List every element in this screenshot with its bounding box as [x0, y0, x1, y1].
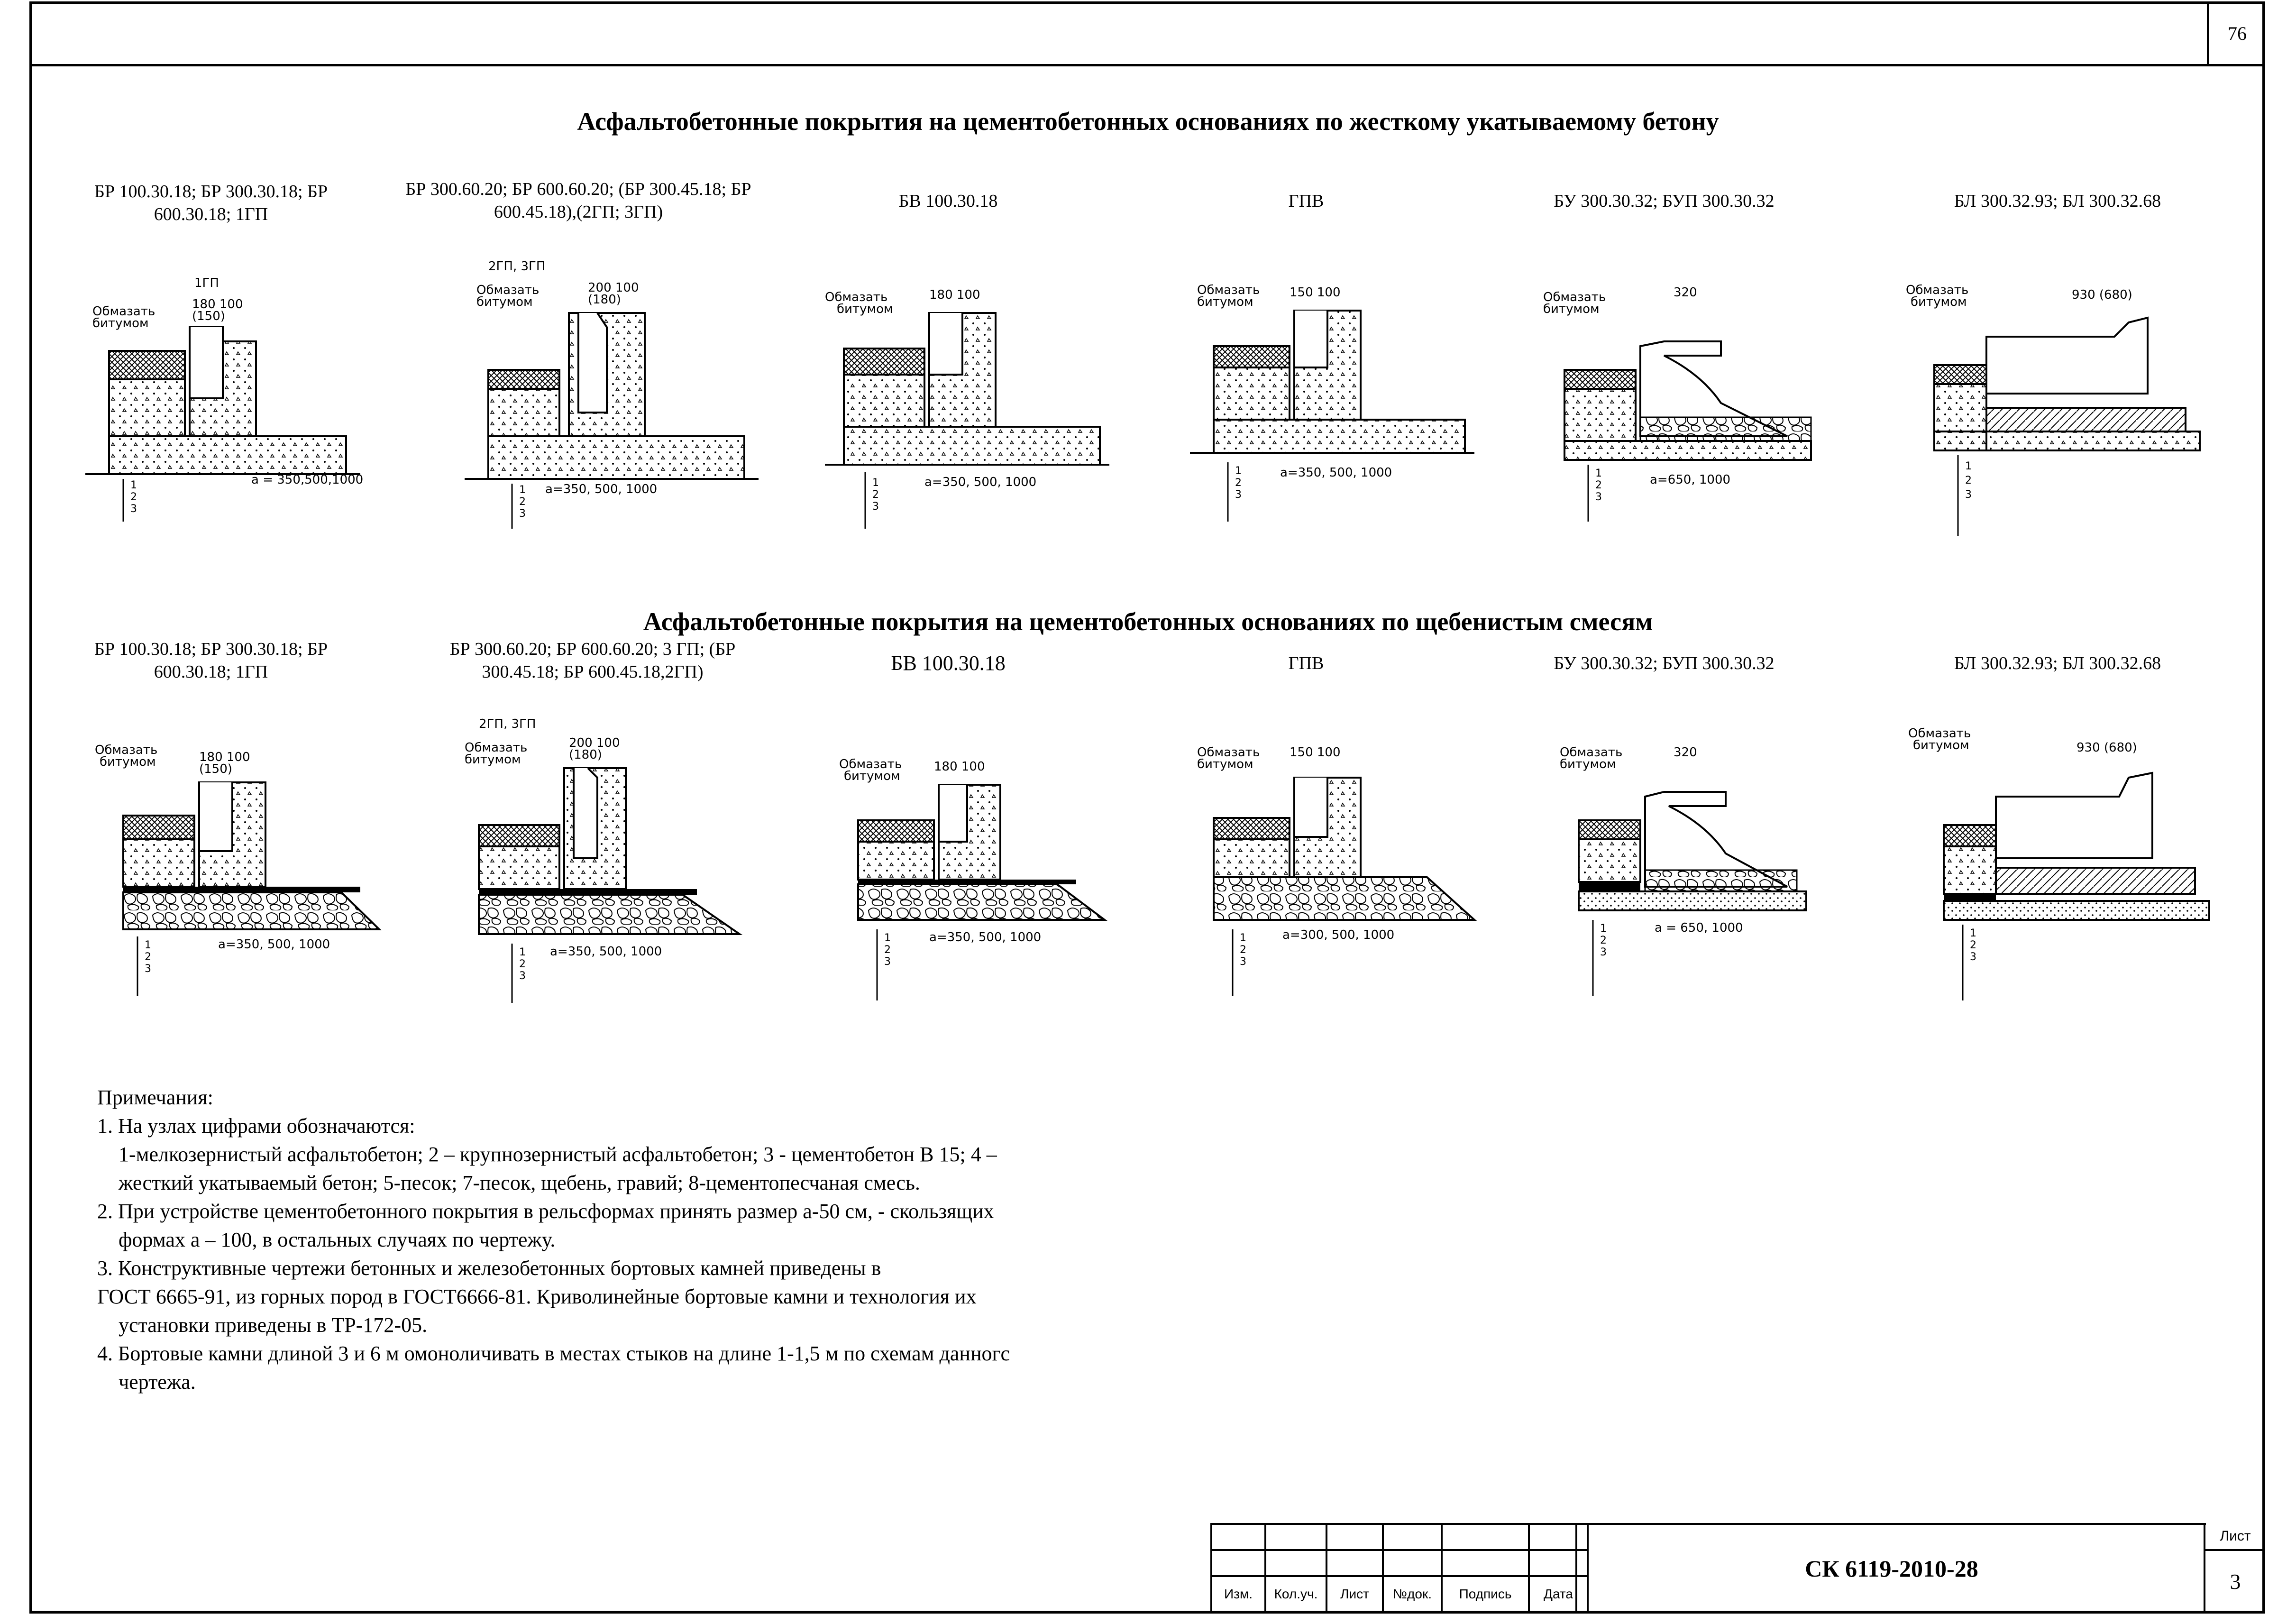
rev-col-kolvo: Кол.уч. — [1265, 1576, 1326, 1612]
svg-text:1: 1 — [1595, 468, 1602, 479]
svg-text:a=350, 500, 1000: a=350, 500, 1000 — [545, 482, 658, 496]
section2-caption-6: БЛ 300.32.93; БЛ 300.32.68 — [1954, 653, 2161, 673]
svg-text:Обмазать: Обмазать — [95, 743, 158, 757]
svg-text:битумом: битумом — [476, 295, 533, 309]
svg-text:битумом: битумом — [465, 752, 521, 767]
svg-text:битумом: битумом — [1560, 757, 1616, 771]
svg-text:1: 1 — [519, 946, 526, 958]
svg-text:930 (680): 930 (680) — [2076, 741, 2137, 755]
svg-text:3: 3 — [1600, 946, 1607, 958]
rev-col-list: Лист — [1326, 1576, 1383, 1612]
section1-detail-6 — [1863, 275, 2223, 541]
document-code: СК 6119-2010-28 — [1575, 1523, 2206, 1614]
svg-text:битумом: битумом — [1543, 302, 1600, 316]
svg-text:a=350, 500, 1000: a=350, 500, 1000 — [550, 945, 662, 959]
svg-text:150 100: 150 100 — [1290, 745, 1341, 760]
section1-caption-5: БУ 300.30.32; БУП 300.30.32 — [1554, 191, 1775, 211]
svg-text:1: 1 — [1240, 932, 1246, 944]
svg-text:1: 1 — [145, 939, 151, 951]
svg-text:(180): (180) — [569, 748, 602, 762]
svg-text:Обмазать: Обмазать — [825, 290, 888, 304]
note-line: 4. Бортовые камни длиной 3 и 6 м омоноличивать в местах стыков на длине 1-1,5 м по схемам данногс — [97, 1342, 1010, 1365]
section1-detail-1 — [38, 266, 364, 531]
svg-text:a=350, 500, 1000: a=350, 500, 1000 — [929, 930, 1042, 945]
svg-text:180 100: 180 100 — [929, 288, 980, 302]
notes-heading: Примечания: — [97, 1086, 213, 1109]
svg-text:1: 1 — [1965, 460, 1972, 472]
section2-caption-4: ГПВ — [1288, 653, 1324, 673]
svg-text:битумом: битумом — [100, 755, 156, 769]
svg-text:1ГП: 1ГП — [194, 276, 219, 290]
sheet-box — [2204, 1523, 2265, 1614]
svg-text:Обмазать: Обмазать — [1906, 283, 1969, 297]
svg-text:3: 3 — [872, 501, 879, 513]
note-line: 3. Конструктивные чертежи бетонных и железобетонных бортовых камней приведены в — [97, 1257, 881, 1280]
notes — [97, 1083, 1282, 1396]
svg-text:a=650, 1000: a=650, 1000 — [1650, 473, 1731, 487]
svg-text:3: 3 — [1965, 489, 1972, 501]
svg-text:Обмазать: Обмазать — [1908, 726, 1971, 741]
note-line: 1-мелкозернистый асфальтобетон; 2 – крупнозернистый асфальтобетон; 3 - цементобетон В 15; 4 – — [119, 1143, 997, 1166]
sheet-label: Лист — [2205, 1523, 2265, 1551]
note-line: установки приведены в ТР-172-05. — [119, 1313, 428, 1337]
svg-text:Обмазать: Обмазать — [839, 757, 902, 771]
svg-text:3: 3 — [519, 508, 526, 520]
svg-text:3: 3 — [519, 970, 526, 982]
svg-text:1: 1 — [884, 932, 891, 944]
note-line: ГОСТ 6665-91, из горных пород в ГОСТ6666-81. Криволинейные бортовые камни и технология их — [97, 1285, 977, 1308]
svg-text:2: 2 — [884, 944, 891, 956]
svg-text:2: 2 — [1240, 944, 1246, 956]
section2-detail-3 — [782, 754, 1109, 1005]
svg-text:2: 2 — [1970, 939, 1976, 951]
svg-text:2: 2 — [1235, 477, 1242, 489]
svg-text:180 100: 180 100 — [199, 750, 250, 764]
svg-text:3: 3 — [1970, 951, 1976, 963]
svg-text:3: 3 — [1235, 489, 1242, 501]
rev-col-izm: Изм. — [1211, 1576, 1265, 1612]
svg-text:2: 2 — [519, 958, 526, 970]
section2-caption-3: БВ 100.30.18 — [891, 651, 1006, 675]
svg-text:2: 2 — [1595, 479, 1602, 491]
section2-detail-1 — [38, 740, 370, 1005]
svg-text:180 100: 180 100 — [934, 760, 985, 774]
svg-text:180 100: 180 100 — [192, 297, 243, 312]
section1-detail-4 — [1143, 275, 1474, 531]
svg-text:1: 1 — [130, 479, 137, 491]
revision-table — [1210, 1523, 1589, 1613]
rev-col-podpis: Подпись — [1442, 1576, 1529, 1612]
svg-text:2: 2 — [872, 489, 879, 501]
note-line: жесткий укатываемый бетон; 5-песок; 7-песок, щебень, гравий; 8-цементопесчаная смесь. — [119, 1171, 920, 1194]
svg-text:1: 1 — [1600, 923, 1607, 935]
top-border-line — [29, 64, 2265, 66]
svg-text:битумом: битумом — [1911, 295, 1967, 309]
svg-text:2: 2 — [519, 496, 526, 508]
svg-text:3: 3 — [1595, 491, 1602, 503]
svg-text:3: 3 — [145, 963, 151, 975]
svg-text:(180): (180) — [588, 293, 621, 307]
svg-text:Обмазать: Обмазать — [1197, 745, 1260, 760]
section2-title: Асфальтобетонные покрытия на цементобетонных основаниях по щебенистым смесям — [643, 607, 1653, 636]
section1-detail-5 — [1503, 280, 1835, 526]
section2-caption-5: БУ 300.30.32; БУП 300.30.32 — [1554, 653, 1775, 673]
svg-text:3: 3 — [1240, 956, 1246, 968]
svg-text:3: 3 — [884, 956, 891, 968]
svg-text:битумом: битумом — [837, 302, 893, 316]
section1-detail-2 — [417, 256, 759, 531]
rev-col-data: Дата — [1529, 1576, 1588, 1612]
svg-text:2ГП, 3ГП: 2ГП, 3ГП — [479, 717, 536, 731]
section2-detail-4 — [1143, 740, 1484, 1005]
svg-text:битумом: битумом — [1197, 295, 1253, 309]
svg-text:320: 320 — [1674, 745, 1697, 760]
svg-text:Обмазать: Обмазать — [465, 741, 528, 755]
svg-text:1: 1 — [519, 484, 526, 496]
svg-text:битумом: битумом — [1197, 757, 1253, 771]
svg-text:a = 650, 1000: a = 650, 1000 — [1655, 921, 1743, 935]
svg-text:320: 320 — [1674, 285, 1697, 300]
note-line: 1. На узлах цифрами обозначаются: — [97, 1114, 415, 1138]
svg-text:битумом: битумом — [92, 316, 149, 330]
section1-caption-3: БВ 100.30.18 — [898, 191, 998, 211]
svg-text:Обмазать: Обмазать — [1560, 745, 1623, 760]
svg-text:2: 2 — [145, 951, 151, 963]
section1-detail-3 — [778, 275, 1109, 531]
section2-detail-5 — [1503, 744, 1835, 1005]
svg-text:Обмазать: Обмазать — [1197, 283, 1260, 297]
section2-caption-1: БР 100.30.18; БР 300.30.18; БР 600.30.18; 1ГП — [94, 639, 328, 682]
svg-text:a=300, 500, 1000: a=300, 500, 1000 — [1282, 928, 1395, 942]
svg-text:2ГП, 3ГП: 2ГП, 3ГП — [488, 259, 546, 274]
page-number: 76 — [2207, 1, 2265, 65]
bitumen-label: Обмазать — [92, 304, 156, 319]
svg-text:a = 350,500,1000: a = 350,500,1000 — [251, 473, 364, 487]
svg-text:(150): (150) — [192, 309, 225, 323]
svg-text:(150): (150) — [199, 762, 232, 776]
section1-caption-4: ГПВ — [1288, 191, 1324, 211]
section1-caption-6: БЛ 300.32.93; БЛ 300.32.68 — [1954, 191, 2161, 211]
note-line: чертежа. — [119, 1370, 196, 1394]
rev-col-ndok: №док. — [1383, 1576, 1442, 1612]
section2-detail-6 — [1863, 716, 2223, 1005]
svg-text:150 100: 150 100 — [1290, 285, 1341, 300]
section2-detail-2 — [417, 716, 759, 1005]
section1-caption-1: БР 100.30.18; БР 300.30.18; БР 600.30.18; 1ГП — [94, 182, 328, 224]
sheet-number: 3 — [2230, 1569, 2241, 1594]
svg-text:a=350, 500, 1000: a=350, 500, 1000 — [1280, 466, 1392, 480]
title-block — [1210, 1523, 2265, 1614]
svg-text:3: 3 — [130, 503, 137, 515]
svg-text:1: 1 — [872, 477, 879, 489]
svg-text:200 100: 200 100 — [588, 281, 639, 295]
svg-text:Обмазать: Обмазать — [476, 283, 540, 297]
section1-title: Асфальтобетонные покрытия на цементобетонных основаниях по жесткому укатываемому бетону — [577, 107, 1719, 136]
svg-text:2: 2 — [1965, 475, 1972, 486]
svg-text:2: 2 — [130, 491, 137, 503]
note-line: 2. При устройстве цементобетонного покрытия в рельсформах принять размер а-50 см, - скользящих — [97, 1200, 994, 1223]
note-line: формах а – 100, в остальных случаях по чертежу. — [119, 1228, 556, 1251]
svg-text:2: 2 — [1600, 935, 1607, 946]
section2-caption-2: БР 300.60.20; БР 600.60.20; 3 ГП; (БР 300.45.18; БР 600.45.18,2ГП) — [449, 639, 736, 682]
svg-text:битумом: битумом — [844, 769, 900, 783]
section1-caption-2: БР 300.60.20; БР 600.60.20; (БР 300.45.18; БР 600.45.18),(2ГП; 3ГП) — [405, 179, 751, 222]
svg-text:200 100: 200 100 — [569, 736, 620, 750]
svg-text:1: 1 — [1235, 465, 1242, 477]
svg-text:930 (680): 930 (680) — [2072, 288, 2132, 302]
svg-text:a=350, 500, 1000: a=350, 500, 1000 — [218, 937, 330, 952]
svg-text:Обмазать: Обмазать — [1543, 290, 1606, 304]
svg-text:a=350, 500, 1000: a=350, 500, 1000 — [924, 475, 1037, 489]
svg-text:1: 1 — [1970, 927, 1976, 939]
svg-text:битумом: битумом — [1913, 738, 1969, 752]
